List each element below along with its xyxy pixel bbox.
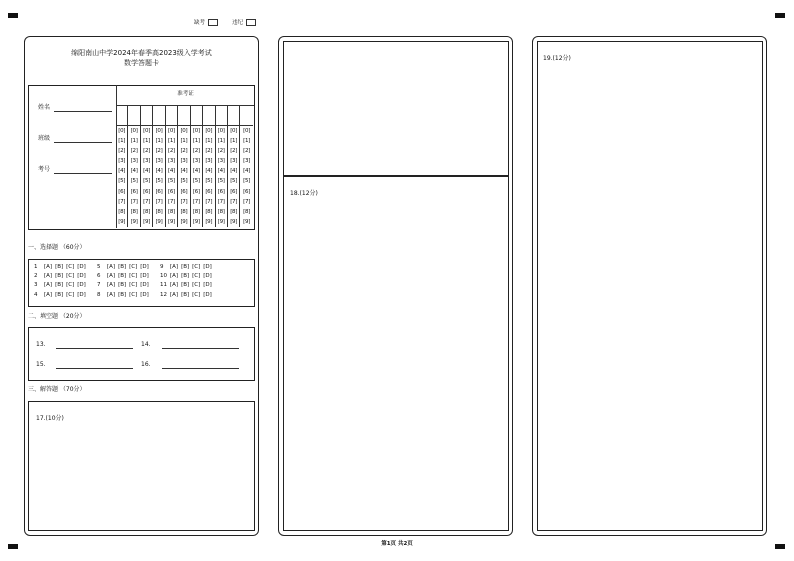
ticket-digit-write-cell[interactable] [116, 106, 127, 126]
ticket-digit-option[interactable]: [8] [243, 208, 251, 215]
ticket-digit-option[interactable]: [5] [217, 178, 225, 185]
registration-mark-top-left [8, 13, 18, 18]
ticket-digit-option[interactable]: [4] [217, 168, 225, 175]
ticket-digit-column[interactable] [141, 106, 153, 227]
ticket-digit-write-cell[interactable] [228, 106, 239, 126]
choice-option-bubble[interactable]: [A] [107, 282, 116, 289]
fill-box [28, 327, 255, 381]
ticket-digit-option[interactable]: [2] [130, 148, 138, 155]
ticket-digit-option[interactable]: [5] [155, 178, 163, 185]
ticket-digit-option[interactable]: [2] [192, 148, 200, 155]
ticket-digit-option[interactable]: [2] [180, 148, 188, 155]
ticket-digit-option[interactable]: [2] [118, 148, 126, 155]
ticket-digit-option[interactable]: [1] [143, 138, 151, 145]
ticket-digit-write-cell[interactable] [141, 106, 152, 126]
choice-option-bubble[interactable]: [C] [66, 282, 75, 289]
choice-option-bubble[interactable]: [B] [55, 282, 64, 289]
ticket-digit-column[interactable] [203, 106, 215, 227]
ticket-digit-option[interactable]: [0] [143, 128, 151, 134]
choice-option-bubble[interactable]: [D] [203, 273, 212, 280]
choice-question-number: 3 [34, 282, 38, 289]
choice-question [97, 281, 160, 290]
ticket-digit-option[interactable]: [0] [217, 128, 225, 134]
choice-option-bubble[interactable]: [A] [44, 291, 53, 298]
ticket-digit-column[interactable] [178, 106, 190, 227]
ticket-digit-option[interactable]: [7] [143, 198, 151, 205]
ticket-digit-option[interactable]: [5] [130, 178, 138, 185]
choice-option-bubble[interactable]: [C] [192, 273, 201, 280]
choice-option-bubble[interactable]: [B] [55, 264, 64, 270]
choice-question-number: 4 [34, 291, 38, 298]
choice-option-bubble[interactable]: [A] [107, 291, 116, 298]
ticket-digit-option[interactable]: [9] [130, 218, 138, 225]
fill-section-title: 二、填空题 （20分） [28, 313, 86, 320]
ticket-digit-option[interactable]: [9] [192, 218, 200, 225]
ticket-digit-option[interactable]: [9] [230, 218, 238, 225]
ticket-digit-column[interactable] [216, 106, 228, 227]
ticket-digit-option[interactable]: [6] [168, 188, 175, 195]
choice-option-bubble[interactable]: [D] [77, 282, 86, 289]
ticket-digit-option[interactable]: [5] [230, 178, 238, 185]
choice-option-bubble[interactable]: [B] [118, 282, 127, 289]
choice-question-number: 1 [34, 264, 38, 270]
ticket-digit-option[interactable]: [3] [168, 158, 175, 165]
ticket-digit-option[interactable]: [1] [217, 138, 225, 145]
ticket-digit-column[interactable] [228, 106, 240, 227]
ticket-digit-column[interactable] [240, 106, 252, 227]
choice-row [34, 291, 230, 300]
ticket-digit-option[interactable]: [0] [130, 128, 138, 134]
fill-q13-field[interactable] [56, 348, 133, 349]
q18-answer-box[interactable] [283, 175, 509, 531]
ticket-digit-option[interactable]: [7] [243, 198, 251, 205]
ticket-digit-option[interactable]: [8] [118, 208, 126, 215]
ticket-digit-option[interactable]: [0] [205, 128, 213, 134]
ticket-digit-option[interactable]: [4] [180, 168, 188, 175]
ticket-digit-write-cell[interactable] [191, 106, 202, 126]
ticket-label: 准考证 [177, 91, 194, 97]
choice-question-number: 11 [160, 282, 167, 289]
ticket-digit-option[interactable]: [4] [168, 168, 175, 175]
choice-option-bubble[interactable]: [B] [55, 273, 64, 280]
page-indicator: 第1页 共2页 [381, 541, 413, 547]
ticket-digit-option[interactable]: [2] [243, 148, 251, 155]
absent-label: 缺考 [194, 20, 206, 26]
fill-q14-field[interactable] [162, 348, 239, 349]
ticket-digit-option[interactable]: [8] [205, 208, 213, 215]
ticket-digit-option[interactable]: [2] [205, 148, 213, 155]
choice-option-bubble[interactable]: [C] [129, 273, 138, 280]
ticket-digit-option[interactable]: [0] [168, 128, 175, 134]
ticket-digit-option[interactable]: [3] [180, 158, 188, 165]
sheet-title: 绵阳南山中学2024年春季高2023级入学考试 [71, 49, 212, 57]
ticket-digit-option[interactable]: [7] [180, 198, 188, 205]
choice-question [160, 281, 230, 290]
ticket-digit-option[interactable]: [7] [118, 198, 126, 205]
ticket-digit-option[interactable]: [2] [217, 148, 225, 155]
choice-option-bubble[interactable]: [B] [118, 291, 127, 298]
choice-option-bubble[interactable]: [C] [66, 291, 75, 298]
fill-q14-label: 14. [141, 341, 151, 348]
choice-question [34, 291, 97, 300]
choice-question [160, 263, 230, 272]
choice-question [34, 272, 97, 281]
ticket-digit-write-cell[interactable] [166, 106, 177, 126]
choice-option-bubble[interactable]: [C] [129, 282, 138, 289]
ticket-digit-option[interactable]: [4] [130, 168, 138, 175]
ticket-digit-option[interactable]: [9] [217, 218, 225, 225]
absent-checkbox-group[interactable] [194, 18, 218, 26]
choice-option-bubble[interactable]: [B] [181, 282, 190, 289]
ticket-digit-option[interactable]: [0] [192, 128, 200, 134]
choice-question [97, 272, 160, 281]
ticket-digit-option[interactable]: [8] [192, 208, 200, 215]
choice-question [160, 291, 230, 300]
ticket-digit-option[interactable]: [4] [155, 168, 163, 175]
ticket-digit-option[interactable]: [8] [168, 208, 175, 215]
ticket-digit-option[interactable]: [6] [130, 188, 138, 195]
choice-option-bubble[interactable]: [B] [181, 273, 190, 280]
fill-q16-field[interactable] [162, 368, 239, 369]
ticket-digit-option[interactable]: [5] [118, 178, 126, 185]
ticket-digit-column[interactable] [116, 106, 128, 227]
choice-question [97, 263, 160, 272]
ticket-digit-option[interactable]: [6] [180, 188, 188, 195]
choice-option-bubble[interactable]: [C] [192, 291, 201, 298]
choice-row [34, 263, 230, 272]
choice-option-bubble[interactable]: [A] [107, 264, 116, 270]
ticket-digit-option[interactable]: [8] [143, 208, 151, 215]
choice-option-bubble[interactable]: [C] [192, 264, 201, 270]
answer-section-title: 三、解答题 （70分） [28, 386, 86, 393]
ticket-digit-option[interactable]: [0] [180, 128, 188, 134]
ticket-digit-write-cell[interactable] [216, 106, 227, 126]
choice-question-number: 12 [160, 291, 167, 298]
ticket-digit-option[interactable]: [1] [118, 138, 126, 145]
ticket-digit-write-cell[interactable] [203, 106, 214, 126]
class-label: 班级 [38, 135, 51, 142]
ticket-digit-option[interactable]: [2] [155, 148, 163, 155]
class-field[interactable] [54, 142, 112, 143]
fill-q15-field[interactable] [56, 368, 133, 369]
ticket-digit-option[interactable]: [7] [155, 198, 163, 205]
ticket-digit-option[interactable]: [7] [130, 198, 138, 205]
ticket-digit-column[interactable] [191, 106, 203, 227]
ticket-digit-option[interactable]: [3] [243, 158, 251, 165]
violation-checkbox[interactable] [246, 19, 256, 26]
choice-question-number: 2 [34, 273, 38, 280]
choice-option-bubble[interactable]: [D] [77, 273, 86, 280]
q19-answer-box[interactable] [537, 41, 763, 531]
choice-option-bubble[interactable]: [D] [203, 264, 212, 270]
choice-question-number: 9 [160, 264, 164, 270]
ticket-digit-option[interactable]: [3] [217, 158, 225, 165]
choice-answer-area[interactable] [34, 263, 230, 300]
ticket-digit-option[interactable]: [6] [243, 188, 251, 195]
registration-mark-top-right [775, 13, 785, 18]
ticket-digit-option[interactable]: [2] [230, 148, 238, 155]
ticket-digit-write-cell[interactable] [153, 106, 164, 126]
ticket-digit-option[interactable]: [2] [143, 148, 151, 155]
violation-checkbox-group[interactable] [232, 18, 256, 26]
choice-option-bubble[interactable]: [A] [44, 273, 53, 280]
ticket-digit-option[interactable]: [4] [243, 168, 251, 175]
ticket-digit-option[interactable]: [1] [243, 138, 251, 145]
choice-option-bubble[interactable]: [A] [170, 264, 179, 270]
q18-label: 18.(12分) [290, 190, 318, 197]
ticket-digit-option[interactable]: [5] [180, 178, 188, 185]
ticket-digit-option[interactable]: [6] [192, 188, 200, 195]
choice-option-bubble[interactable]: [B] [181, 264, 190, 270]
ticket-digit-option[interactable]: [1] [205, 138, 213, 145]
choice-question [160, 272, 230, 281]
ticket-digit-option[interactable]: [3] [130, 158, 138, 165]
ticket-digit-option[interactable]: [5] [205, 178, 213, 185]
absent-checkbox[interactable] [208, 19, 218, 26]
ticket-digit-option[interactable]: [6] [217, 188, 225, 195]
choice-option-bubble[interactable]: [A] [170, 273, 179, 280]
ticket-digit-write-cell[interactable] [128, 106, 139, 126]
choice-option-bubble[interactable]: [C] [66, 264, 75, 270]
ticket-digit-column[interactable] [128, 106, 140, 227]
ticket-digit-option[interactable]: [3] [192, 158, 200, 165]
ticket-number-grid[interactable] [116, 106, 253, 227]
ticket-digit-option[interactable]: [1] [130, 138, 138, 145]
ticket-digit-option[interactable]: [7] [192, 198, 200, 205]
choice-option-bubble[interactable]: [C] [129, 291, 138, 298]
choice-option-bubble[interactable]: [D] [203, 291, 212, 298]
ticket-digit-option[interactable]: [1] [230, 138, 238, 145]
ticket-digit-option[interactable]: [9] [205, 218, 213, 225]
ticket-digit-option[interactable]: [9] [143, 218, 151, 225]
choice-question-number: 8 [97, 291, 101, 298]
choice-option-bubble[interactable]: [C] [66, 273, 75, 280]
choice-option-bubble[interactable]: [D] [140, 282, 149, 289]
ticket-digit-option[interactable]: [8] [230, 208, 238, 215]
ticket-digit-option[interactable]: [6] [205, 188, 213, 195]
choice-option-bubble[interactable]: [D] [203, 282, 212, 289]
q19-label: 19.(12分) [543, 55, 571, 62]
ticket-digit-option[interactable]: [9] [155, 218, 163, 225]
ticket-digit-option[interactable]: [8] [180, 208, 188, 215]
choice-row [34, 281, 230, 290]
ticket-digit-option[interactable]: [6] [155, 188, 163, 195]
choice-question-number: 5 [97, 264, 101, 270]
ticket-digit-option[interactable]: [7] [168, 198, 175, 205]
ticket-digit-option[interactable]: [8] [217, 208, 225, 215]
ticket-digit-option[interactable]: [0] [243, 128, 251, 134]
ticket-digit-option[interactable]: [6] [230, 188, 238, 195]
continuation-answer-box[interactable] [283, 41, 509, 177]
ticket-digit-column[interactable] [166, 106, 178, 227]
choice-question [34, 263, 97, 272]
ticket-digit-write-cell[interactable] [240, 106, 252, 126]
choice-question-number: 10 [160, 273, 167, 280]
registration-mark-bottom-left [8, 544, 18, 549]
ticket-digit-option[interactable]: [8] [155, 208, 163, 215]
choice-option-bubble[interactable]: [B] [181, 291, 190, 298]
ticket-digit-option[interactable]: [5] [143, 178, 151, 185]
name-field[interactable] [54, 111, 112, 112]
registration-mark-bottom-right [775, 544, 785, 549]
ticket-digit-option[interactable]: [1] [180, 138, 188, 145]
choice-question [97, 291, 160, 300]
choice-option-bubble[interactable]: [D] [77, 291, 86, 298]
fill-q16-label: 16. [141, 361, 151, 368]
q17-label: 17.(10分) [36, 415, 64, 422]
choice-option-bubble[interactable]: [A] [44, 264, 53, 270]
choice-section-title: 一、选择题 （60分） [28, 244, 86, 251]
ticket-digit-option[interactable]: [9] [243, 218, 251, 225]
ticket-digit-option[interactable]: [0] [155, 128, 163, 134]
ticket-digit-option[interactable]: [0] [230, 128, 238, 134]
ticket-digit-option[interactable]: [9] [168, 218, 175, 225]
choice-option-bubble[interactable]: [A] [44, 282, 53, 289]
ticket-digit-option[interactable]: [5] [243, 178, 251, 185]
ticket-digit-option[interactable]: [3] [118, 158, 126, 165]
ticket-digit-option[interactable]: [1] [155, 138, 163, 145]
choice-option-bubble[interactable]: [B] [118, 264, 127, 270]
ticket-digit-option[interactable]: [6] [143, 188, 151, 195]
ticket-digit-option[interactable]: [3] [230, 158, 238, 165]
choice-option-bubble[interactable]: [D] [140, 291, 149, 298]
choice-option-bubble[interactable]: [C] [192, 282, 201, 289]
exam-no-label: 考号 [38, 166, 51, 173]
ticket-digit-option[interactable]: [9] [118, 218, 126, 225]
ticket-digit-option[interactable]: [1] [168, 138, 175, 145]
choice-option-bubble[interactable]: [B] [55, 291, 64, 298]
choice-option-bubble[interactable]: [D] [140, 273, 149, 280]
choice-question-number: 7 [97, 282, 101, 289]
choice-option-bubble[interactable]: [B] [118, 273, 127, 280]
ticket-digit-option[interactable]: [6] [118, 188, 126, 195]
ticket-digit-option[interactable]: [8] [130, 208, 138, 215]
violation-label: 违纪 [232, 20, 244, 26]
choice-question-number: 6 [97, 273, 101, 280]
ticket-digit-option[interactable]: [5] [192, 178, 200, 185]
sheet-subtitle: 数学答题卡 [124, 59, 159, 67]
ticket-digit-option[interactable]: [3] [143, 158, 151, 165]
ticket-digit-option[interactable]: [4] [230, 168, 238, 175]
ticket-digit-option[interactable]: [0] [118, 128, 126, 134]
ticket-digit-option[interactable]: [7] [217, 198, 225, 205]
choice-option-bubble[interactable]: [A] [170, 282, 179, 289]
choice-question [34, 281, 97, 290]
choice-option-bubble[interactable]: [C] [129, 264, 138, 270]
name-label: 姓名 [38, 104, 51, 111]
choice-option-bubble[interactable]: [D] [140, 264, 149, 270]
exam-no-field[interactable] [54, 173, 112, 174]
ticket-digit-option[interactable]: [3] [155, 158, 163, 165]
choice-row [34, 272, 230, 281]
fill-q13-label: 13. [36, 341, 46, 348]
ticket-digit-write-cell[interactable] [178, 106, 189, 126]
ticket-digit-option[interactable]: [7] [205, 198, 213, 205]
ticket-digit-option[interactable]: [4] [192, 168, 200, 175]
ticket-digit-option[interactable]: [4] [205, 168, 213, 175]
ticket-digit-option[interactable]: [5] [168, 178, 175, 185]
choice-option-bubble[interactable]: [D] [77, 264, 86, 270]
ticket-digit-option[interactable]: [9] [180, 218, 188, 225]
ticket-digit-option[interactable]: [2] [168, 148, 175, 155]
ticket-digit-option[interactable]: [4] [118, 168, 126, 175]
choice-option-bubble[interactable]: [A] [107, 273, 116, 280]
ticket-digit-column[interactable] [153, 106, 165, 227]
choice-option-bubble[interactable]: [A] [170, 291, 179, 298]
ticket-digit-option[interactable]: [4] [143, 168, 151, 175]
fill-q15-label: 15. [36, 361, 46, 368]
ticket-digit-option[interactable]: [3] [205, 158, 213, 165]
ticket-digit-option[interactable]: [7] [230, 198, 238, 205]
ticket-digit-option[interactable]: [1] [192, 138, 200, 145]
